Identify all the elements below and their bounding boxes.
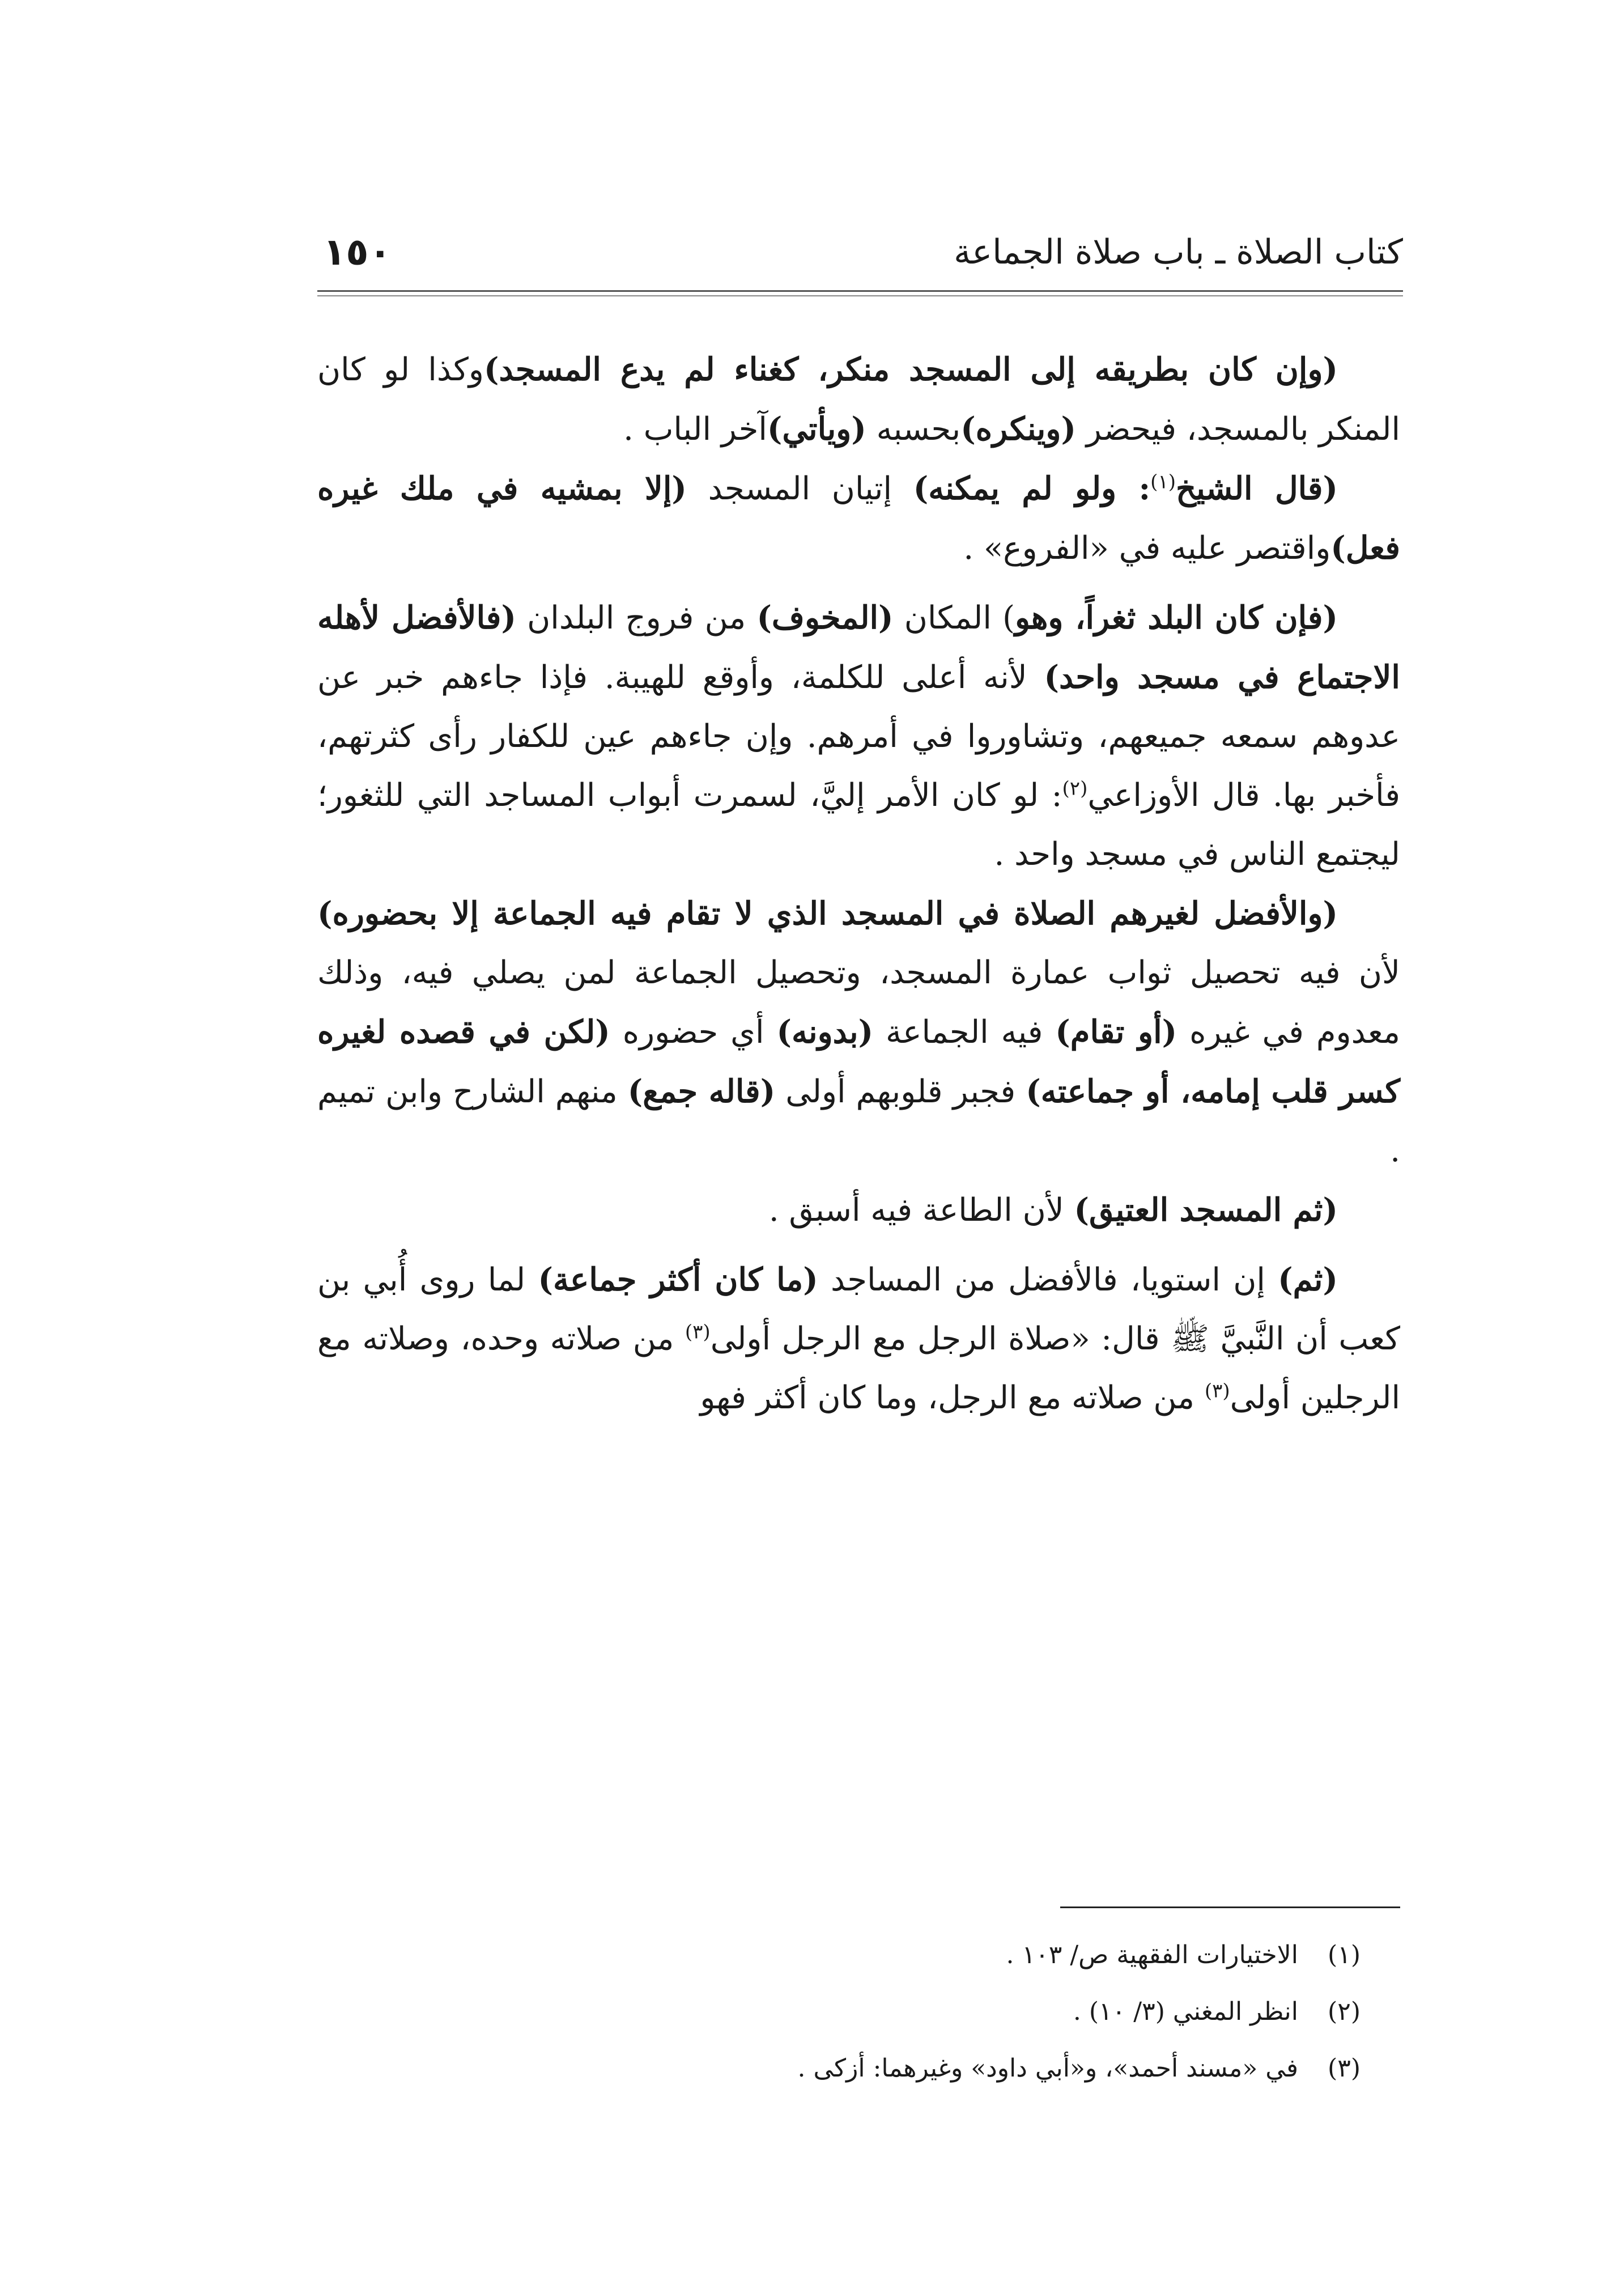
running-header <box>317 227 1403 289</box>
matn-text: (ثم) <box>1278 1261 1338 1298</box>
paragraph-4 <box>317 884 1400 1181</box>
commentary-text: لأنه أعلى للكلمة، وأوقع للهيبة. فإذا جاءهم خبر عن عدوهم سمعه جميعهم، وتشاوروا في أمرهم. وإن جاءهم عين للكفار رأى كثرتهم، فأخبر بها. قال الأوزاعي <box>317 659 1400 814</box>
matn-text: (أو تقام) <box>1055 1013 1177 1051</box>
footnotes <box>317 1927 1400 2097</box>
commentary-text: أي حضوره <box>610 1014 777 1051</box>
commentary-text: وكذا لو كان المنكر بالمسجد، فيحضر <box>317 351 1400 448</box>
footnote-3 <box>317 2040 1400 2097</box>
matn-text: (وإن كان بطريقه إلى المسجد منكر، كغناء لم يدع المسجد) <box>483 351 1338 388</box>
running-title: كتاب الصلاة ـ باب صلاة الجماعة <box>954 232 1403 272</box>
header-rule <box>317 290 1403 296</box>
commentary-text: فجبر قلوبهم أولى <box>775 1073 1026 1110</box>
matn-text: وهو <box>1014 599 1075 636</box>
commentary-text: إتيان المسجد <box>686 470 913 507</box>
commentary-text: من فروج البلدان <box>516 600 757 636</box>
footnote-marker: (١) <box>1150 470 1176 494</box>
commentary-text: لأن الطاعة فيه أسبق . <box>768 1192 1074 1229</box>
commentary-text: منهم الشارح وابن تميم . <box>317 1073 1400 1169</box>
commentary-text: : لو كان الأمر إليَّ، لسمرت أبواب المساجد التي للثغور؛ ليجتمع الناس في مسجد واحد . <box>317 777 1400 873</box>
paragraph-6 <box>317 1250 1400 1428</box>
matn-text: (ثم المسجد العتيق) <box>1074 1191 1338 1229</box>
commentary-text: إن استويا، فالأفضل من المساجد <box>818 1262 1278 1298</box>
commentary-text: من صلاته وحده، وصلاته مع الرجلين أولى <box>317 1320 1400 1416</box>
matn-text: (قاله جمع) <box>627 1073 776 1110</box>
footnote-number: (٢) <box>1328 1997 1361 2026</box>
commentary-text: واقتصر عليه في «الفروع» . <box>963 530 1331 567</box>
commentary-text: ) المكان <box>893 600 1015 636</box>
commentary-text: لما روى أُبي بن كعب أن النَّبيَّ ﷺ قال: «صلاة الرجل مع الرجل أولى <box>317 1262 1401 1357</box>
matn-text: (ويأتي) <box>767 410 866 448</box>
footnote-marker: (٣) <box>685 1320 711 1344</box>
paragraph-1 <box>317 340 1400 459</box>
matn-text: (ما كان أكثر جماعة) <box>538 1261 818 1298</box>
page-number: ١٥٠ <box>323 230 392 274</box>
footnote-text: في «مسند أحمد»، و«أبي داود» وغيرهما: أزكى . <box>797 2054 1298 2083</box>
footnote-1 <box>317 1927 1400 1984</box>
matn-text: (والأفضل لغيرهم الصلاة في المسجد الذي لا تقام فيه الجماعة إلا بحضوره) <box>317 895 1338 932</box>
commentary-text: آخر الباب . <box>623 411 767 448</box>
footnote-rule <box>1060 1906 1400 1908</box>
footnote-2 <box>317 1984 1400 2040</box>
main-text <box>317 340 1400 1428</box>
matn-text: (إلا بمشيه في ملك غيره فعل) <box>317 470 1400 567</box>
matn-text: (فإن كان البلد ثغراً، <box>1075 599 1338 636</box>
commentary-text: من صلاته مع الرجل، وما كان أكثر فهو <box>700 1379 1205 1416</box>
commentary-text: بحسبه <box>866 411 961 448</box>
footnote-text: انظر المغني (٣/ ١٠) . <box>1073 1997 1298 2026</box>
footnote-number: (١) <box>1328 1940 1361 1969</box>
matn-text: : ولو لم يمكنه) <box>913 470 1151 507</box>
footnote-marker: (٣) <box>1204 1379 1230 1403</box>
paragraph-5 <box>317 1181 1400 1240</box>
matn-text: (المخوف) <box>756 599 894 636</box>
footnote-marker: (٢) <box>1062 777 1088 800</box>
commentary-text: لأن فيه تحصيل ثواب عمارة المسجد، وتحصيل الجماعة لمن يصلي فيه، وذلك معدوم في غيره <box>317 954 1400 1051</box>
footnote-text: الاختيارات الفقهية ص/ ١٠٣ . <box>1006 1940 1298 1969</box>
matn-text: (بدونه) <box>776 1013 874 1051</box>
commentary-text: فيه الجماعة <box>873 1014 1056 1051</box>
paragraph-2 <box>317 459 1400 578</box>
footnote-number: (٣) <box>1328 2054 1361 2083</box>
matn-text: (فالأفضل لأهله الاجتماع في مسجد واحد) <box>317 599 1400 696</box>
matn-text: (لكن في قصده لغيره كسر قلب إمامه، أو جماعته) <box>317 1013 1401 1110</box>
paragraph-3 <box>317 588 1400 884</box>
matn-text: (قال الشيخ <box>1175 470 1338 507</box>
matn-text: (وينكره) <box>960 410 1076 448</box>
